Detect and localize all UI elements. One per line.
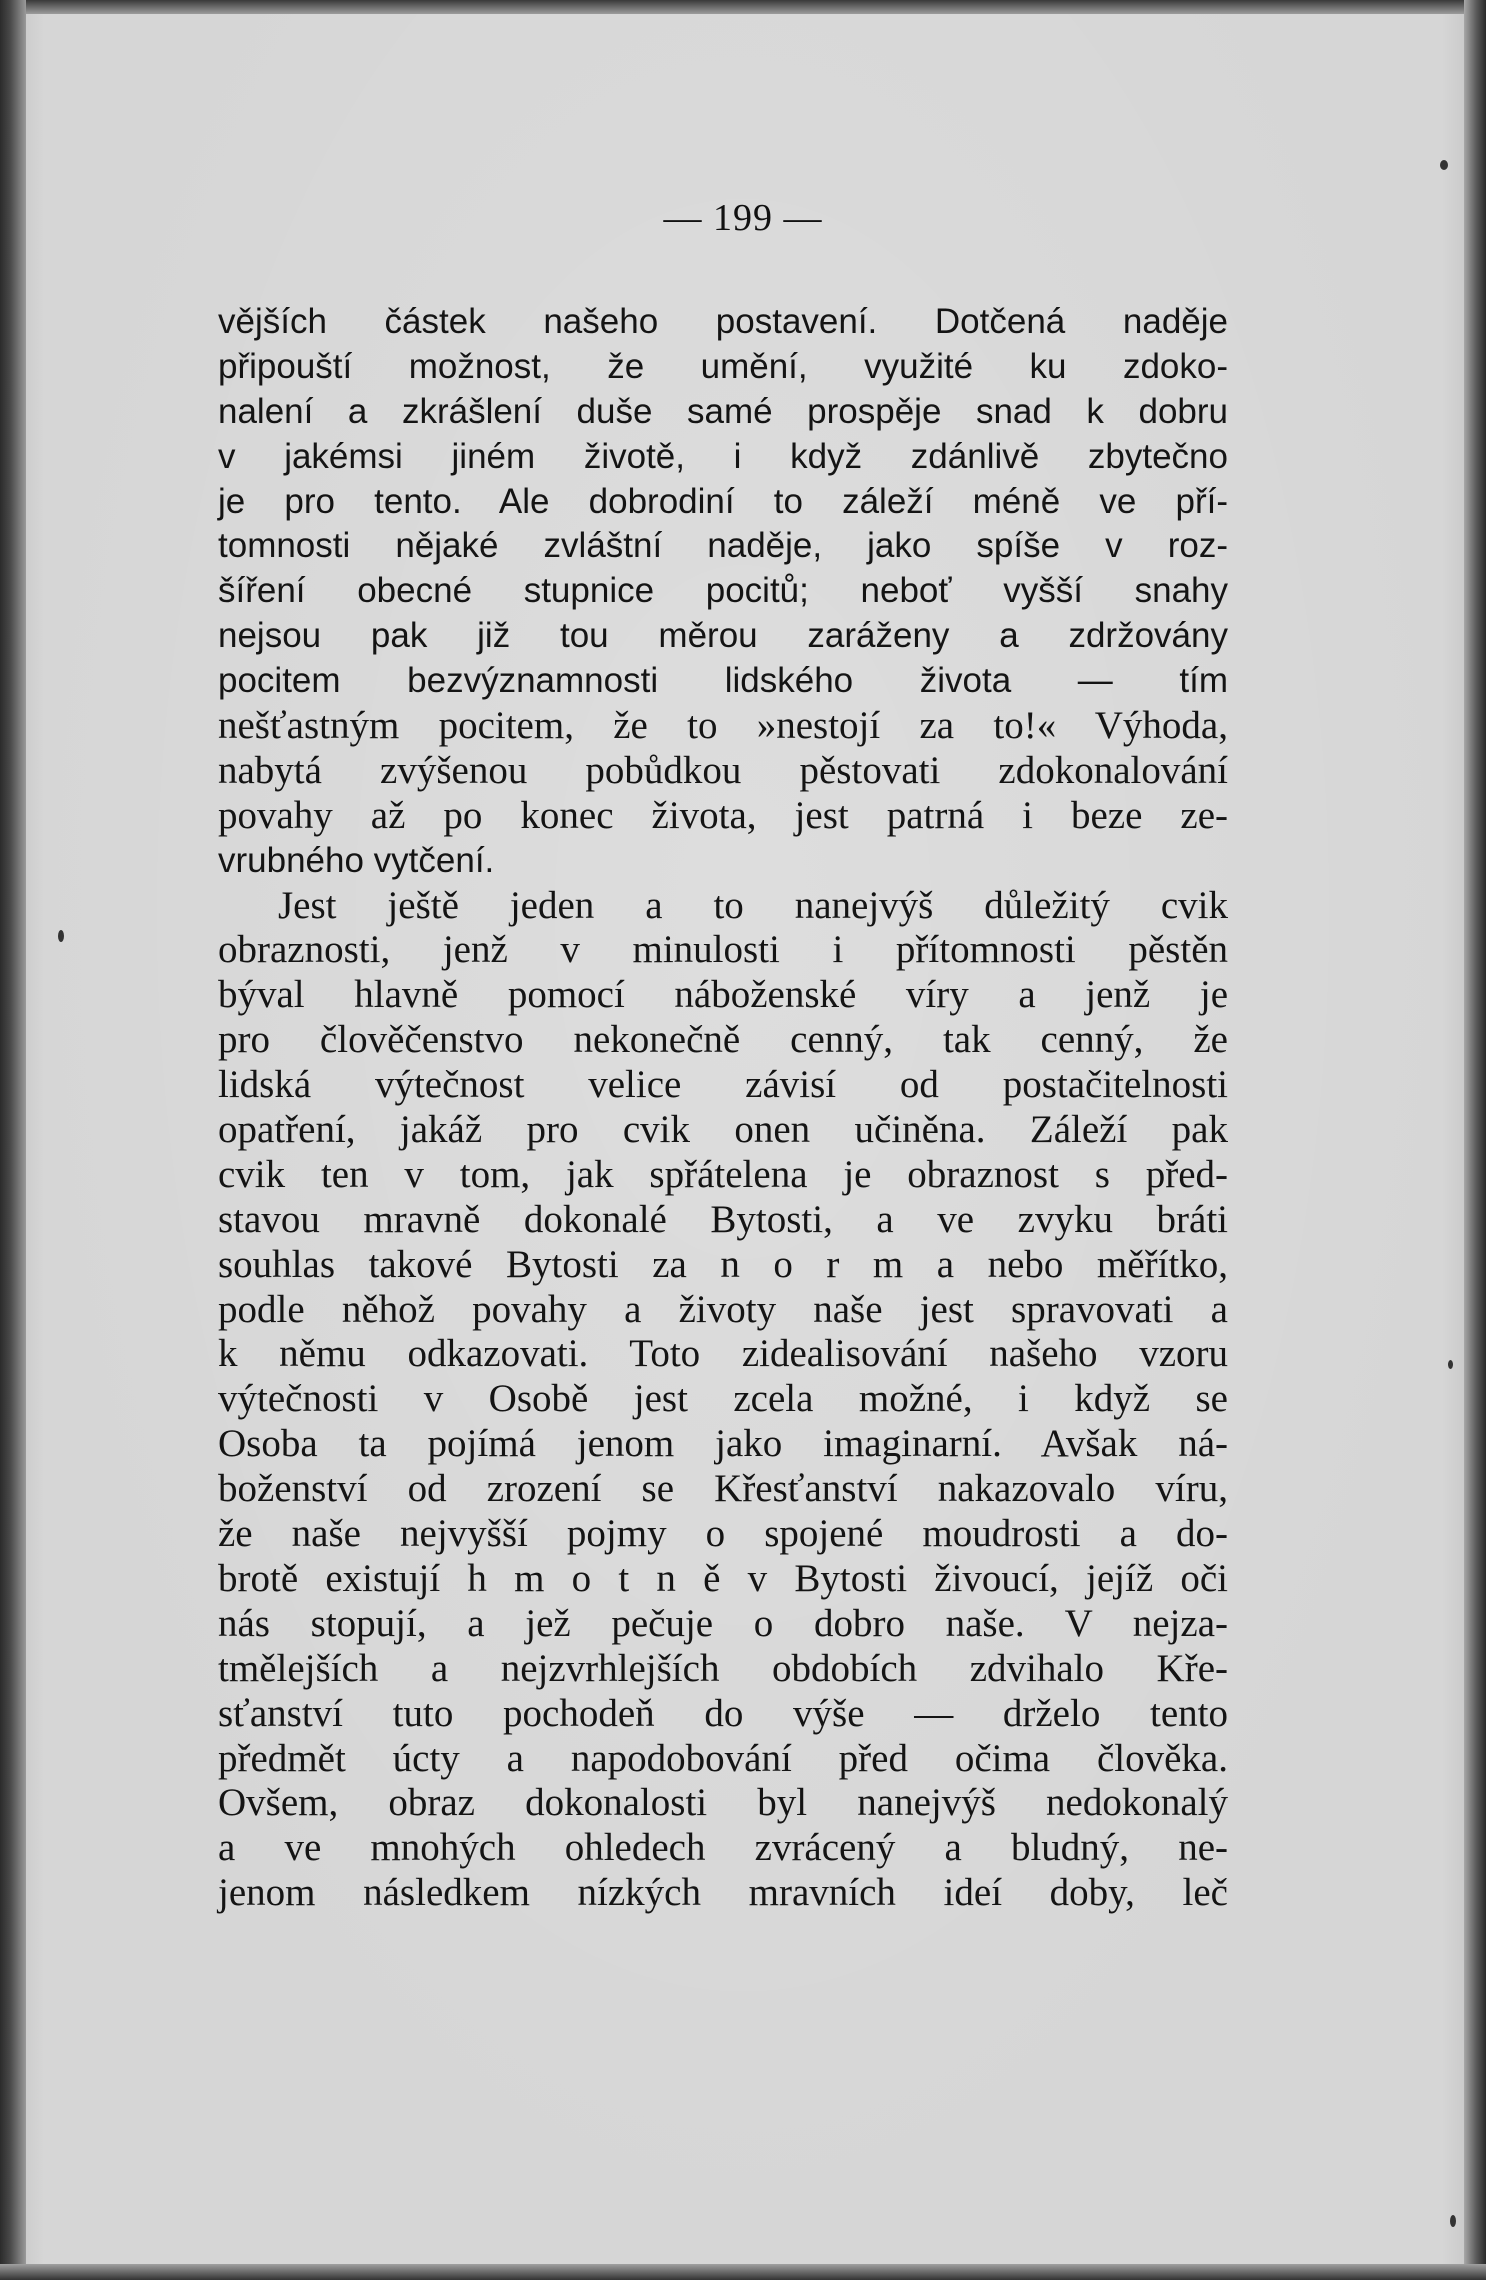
text-line: vrubného vytčení. [218,840,495,880]
dust-speck [58,930,64,942]
text-line: cvik ten v tom, jak spřátelena je obraznost s před- [218,1152,1228,1196]
text-line: šíření obecné stupnice pocitů; neboť vyšší snahy [218,571,1228,611]
body-text [218,300,1228,1916]
text-line: lidská výtečnost velice závisí od postačitelnosti [218,1063,1228,1107]
page-edge-bottom [0,2264,1486,2280]
dust-speck [1440,160,1448,170]
text-line: že naše nejvyšší pojmy o spojené moudrosti a do- [218,1512,1228,1556]
text-line: býval hlavně pomocí náboženské víry a jenž je [218,973,1228,1017]
text-line: obraznosti, jenž v minulosti i přítomnosti pěstěn [218,928,1228,972]
text-line: jenom následkem nízkých mravních ideí doby, leč [218,1871,1228,1915]
text-line: Jest ještě jeden a to nanejvýš důležitý cvik [278,883,1228,927]
text-line: předmět úcty a napodobování před očima člověka. [218,1736,1228,1780]
text-line: brotě existují h m o t n ě v Bytosti živoucí, jejíž oči [218,1556,1228,1600]
text-line: povahy až po konec života, jest patrná i beze ze- [218,793,1228,837]
text-line: k němu odkazovati. Toto zidealisování našeho vzoru [218,1332,1228,1376]
text-line: souhlas takové Bytosti za n o r m a nebo měřítko, [218,1242,1228,1286]
page-edge-right [1464,0,1486,2280]
page-number: — 199 — [663,197,823,239]
text-line: nás stopují, a jež pečuje o dobro naše. V nejza- [218,1601,1228,1645]
text-line: nešťastným pocitem, že to »nestojí za to!« Výhoda, [218,704,1228,748]
text-line: boženství od zrození se Křesťanství nakazovalo víru, [218,1467,1228,1511]
text-line: je pro tento. Ale dobrodiní to záleží méně ve pří- [218,481,1228,521]
text-line: Osoba ta pojímá jenom jako imaginarní. Avšak ná- [218,1422,1228,1466]
text-line: tomnosti nějaké zvláštní naděje, jako spíše v roz- [218,526,1228,566]
text-line: pro člověčenstvo nekonečně cenný, tak cenný, že [218,1018,1228,1062]
dust-speck [1448,1360,1453,1369]
page-edge-left [0,0,26,2280]
text-line: stavou mravně dokonalé Bytosti, a ve zvyku bráti [218,1197,1228,1241]
dust-speck [1450,2215,1456,2227]
text-line: vějších částek našeho postavení. Dotčená naděje [218,302,1228,341]
text-line: v jakémsi jiném životě, i když zdánlivě zbytečno [218,436,1228,476]
text-line: pocitem bezvýznamnosti lidského života — tím [218,661,1228,701]
text-line: tmělejších a nejzvrhlejších obdobích zdvihalo Kře- [218,1646,1228,1690]
text-line: opatření, jakáž pro cvik onen učiněna. Záleží pak [218,1108,1228,1152]
text-line: nejsou pak již tou měrou zaráženy a zdržovány [218,616,1228,656]
text-line: připouští možnost, že umění, využité ku zdoko- [218,346,1228,386]
text-line: nabytá zvýšenou pobůdkou pěstovati zdokonalování [218,748,1228,792]
page-edge-top [0,0,1486,14]
text-line: výtečnosti v Osobě jest zcela možné, i když se [218,1377,1228,1421]
text-line: Ovšem, obraz dokonalosti byl nanejvýš nedokonalý [218,1781,1228,1825]
text-line: sťanství tuto pochodeň do výše — drželo tento [218,1691,1228,1735]
text-line: podle něhož povahy a životy naše jest spravovati a [218,1287,1228,1331]
text-line: a ve mnohých ohledech zvrácený a bludný, ne- [218,1826,1228,1870]
text-line: nalení a zkrášlení duše samé prospěje snad k dobru [218,391,1228,431]
